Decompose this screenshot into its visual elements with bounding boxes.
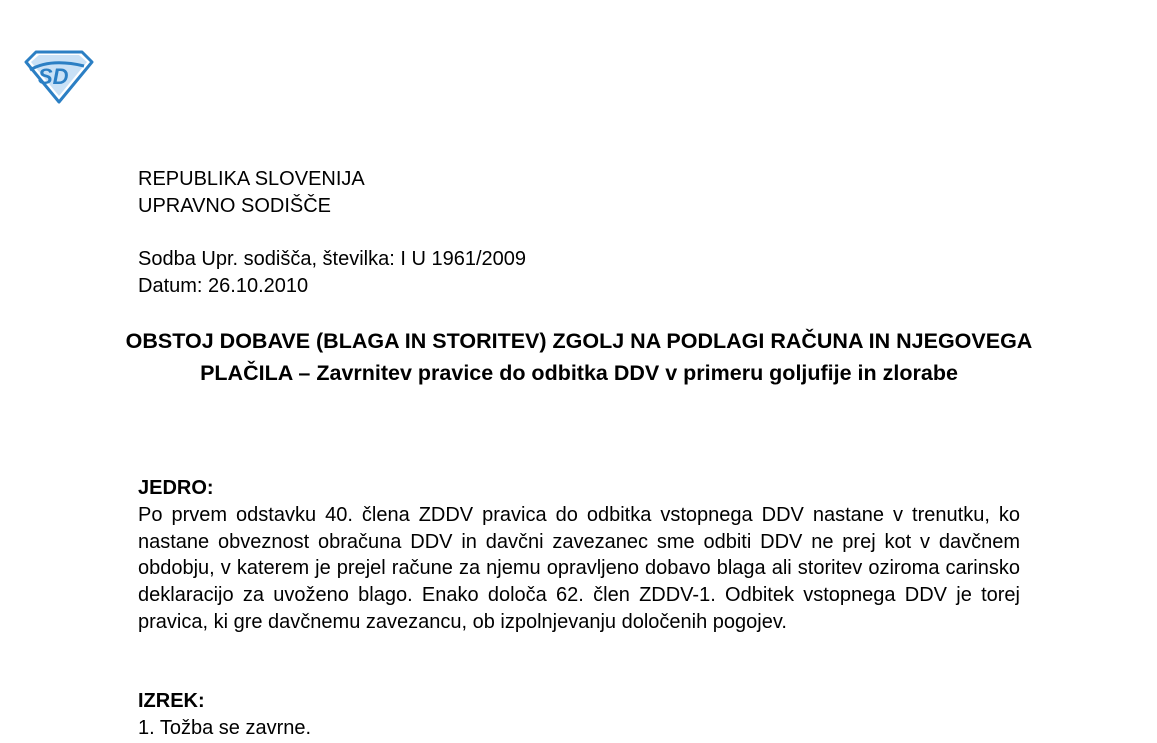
judgment-date: Datum: 26.10.2010: [138, 275, 309, 297]
title-subtitle: – Zavrnitev pravice do odbitka DDV v primeru goljufije in zlorabe: [298, 360, 958, 385]
izrek-section: [138, 688, 1020, 742]
jedro-section: [138, 475, 1020, 636]
logo-monogram: SD: [38, 64, 69, 89]
izrek-heading: IZREK:: [138, 690, 205, 712]
court-header: [138, 166, 365, 220]
jedro-text: Po prvem odstavku 40. člena ZDDV pravica do odbitka vstopnega DDV nastane v trenutku, ko nastane obveznost obračuna DDV in davčni zavezanec sme odbiti DDV ne prej kot v davčnem obdobju, v katerem je prejel račune za njemu opravljeno dobavo blaga ali storitev oziroma carinsko deklaracijo za uvoženo blago. Enako določa 62. člen ZDDV-1. Odbitek vstopnega DDV je torej pravica, ki gre davčnemu zavezancu, ob izpolnjevanju določenih pogojev.: [138, 503, 1020, 633]
izrek-item: 1. Tožba se zavrne.: [138, 716, 312, 739]
court-logo-icon: [22, 50, 96, 104]
court-name: UPRAVNO SODIŠČE: [138, 195, 331, 217]
court-country: REPUBLIKA SLOVENIJA: [138, 168, 365, 190]
judgment-meta: [138, 246, 526, 300]
jedro-heading: JEDRO:: [138, 477, 214, 499]
document-title: [120, 326, 1038, 389]
title-main: OBSTOJ DOBAVE (BLAGA IN STORITEV) ZGOLJ NA PODLAGI RAČUNA IN NJEGOVEGA PLAČILA: [125, 329, 1033, 385]
case-number: Sodba Upr. sodišča, številka: I U 1961/2009: [138, 248, 527, 270]
